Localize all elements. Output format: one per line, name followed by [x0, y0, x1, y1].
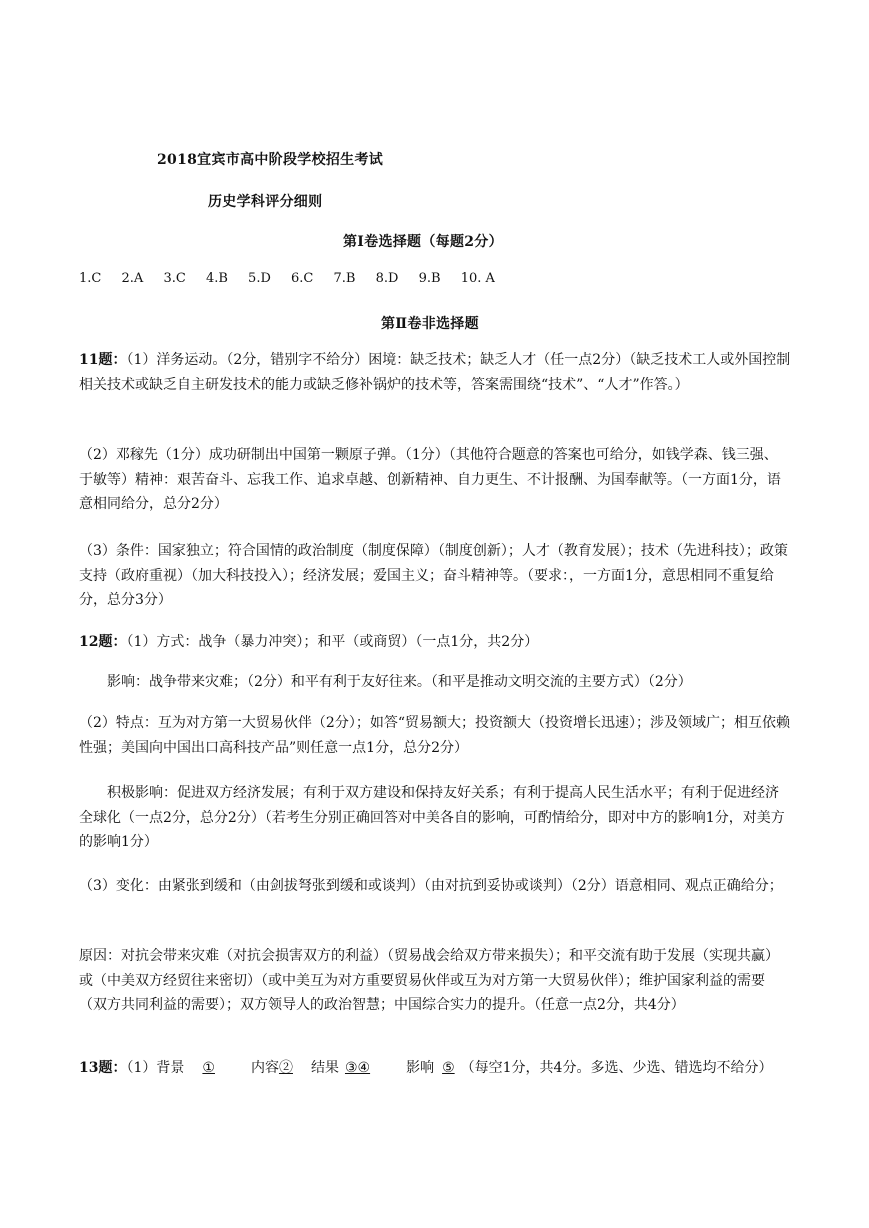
q13-result-label: 结果: [310, 1060, 339, 1076]
answer-item: 5.D: [248, 271, 271, 286]
q13-background-label: （1）背景: [126, 1060, 185, 1076]
q12-part1: [79, 630, 791, 655]
q13-impact-label: 影响: [406, 1060, 435, 1076]
answer-item: 10. A: [460, 271, 495, 286]
q13-answer-result: ③④: [344, 1060, 371, 1076]
q11-part2: （2）邓稼先（1分）成功研制出中国第一颗原子弹。（1分）（其他符合题意的答案也可给分，如钱学森、钱三强、于敏等）精神：艰苦奋斗、忘我工作、追求卓越、创新精神、自力更生、不计报酬、为国奉献等。（一方面1分，语意相同给分，总分2分）: [79, 447, 781, 512]
q11-part3: （3）条件：国家独立；符合国情的政治制度（制度保障）（制度创新）；人才（教育发展）；技术（先进科技）；政策支持（政府重视）（加大科技投入）；经济发展；爱国主义；奋斗精神等。（要求：，一方面1分，意思相同不重复给分，总分3分）: [79, 543, 788, 608]
q13-scoring-note: （每空1分，共4分。多选、少选、错选均不给分）: [460, 1060, 773, 1076]
q12-impact: 影响：战争带来灾难；（2分）和平有利于友好往来。（和平是推动文明交流的主要方式）（2分）: [107, 674, 692, 690]
answer-item: 9.B: [418, 271, 441, 286]
q13-answer-content: ②: [278, 1060, 293, 1076]
answer-item: 3.C: [163, 271, 186, 286]
q12-number: 12题：: [79, 634, 127, 650]
exam-title: 2018宜宾市高中阶段学校招生考试: [157, 152, 384, 168]
choice-answers: [79, 271, 511, 286]
answer-item: 2.A: [121, 271, 144, 286]
exam-subtitle: 历史学科评分细则: [208, 194, 323, 210]
q11-part1: [79, 348, 791, 397]
answer-item: 7.B: [333, 271, 356, 286]
q11-number: 11题：: [79, 352, 127, 368]
q13-content-label: 内容: [250, 1060, 279, 1076]
q13-number: 13题：: [79, 1060, 127, 1076]
answer-item: 4.B: [205, 271, 228, 286]
q11-part1-text: （1）洋务运动。（2分，错别字不给分）困境：缺乏技术；缺乏人才（任一点2分）（缺乏技术工人或外国控制相关技术或缺乏自主研发技术的能力或缺乏修补锅炉的技术等，答案需围绕“技术”、“人才”作答。）: [79, 352, 791, 393]
q13-answer-impact: ⑤: [442, 1060, 455, 1076]
section-heading-1: 第Ⅰ卷选择题（每题2分）: [343, 234, 503, 250]
q12-reasons: 原因：对抗会带来灾难（对抗会损害双方的利益）（贸易战会给双方带来损失）；和平交流有助于发展（实现共赢）或（中美双方经贸往来密切）（或中美互为对方重要贸易伙伴或互为对方第一大贸易伙伴）；维护国家利益的需要（双方共同利益的需要）；双方领导人的政治智慧；中国综合实力的提升。（任意一点2分，共4分）: [79, 948, 779, 1013]
section-heading-2: 第Ⅱ卷非选择题: [381, 316, 479, 332]
answer-item: 6.C: [291, 271, 314, 286]
answer-item: 8.D: [375, 271, 399, 286]
q13-part1: [79, 1056, 791, 1081]
q12-part1-text: （1）方式：战争（暴力冲突）；和平（或商贸）（一点1分，共2分）: [126, 634, 539, 650]
q12-part2: （2）特点：互为对方第一大贸易伙伴（2分）；如答“贸易额大；投资额大（投资增长迅速）；涉及领域广；相互依赖性强；美国向中国出口高科技产品”则任意一点1分，总分2分）: [79, 715, 790, 756]
q12-part3: （3）变化：由紧张到缓和（由剑拔弩张到缓和或谈判）（由对抗到妥协或谈判）（2分）语意相同、观点正确给分；: [79, 878, 783, 894]
q13-answer-background: ①: [202, 1060, 215, 1076]
q12-positive-impact: 积极影响：促进双方经济发展；有利于双方建设和保持友好关系；有利于提高人民生活水平；有利于促进经济全球化（一点2分，总分2分）（若考生分别正确回答对中美各自的影响，可酌情给分，即对中方的影响1分，对美方的影响1分）: [79, 785, 785, 850]
answer-item: 1.C: [79, 271, 102, 286]
